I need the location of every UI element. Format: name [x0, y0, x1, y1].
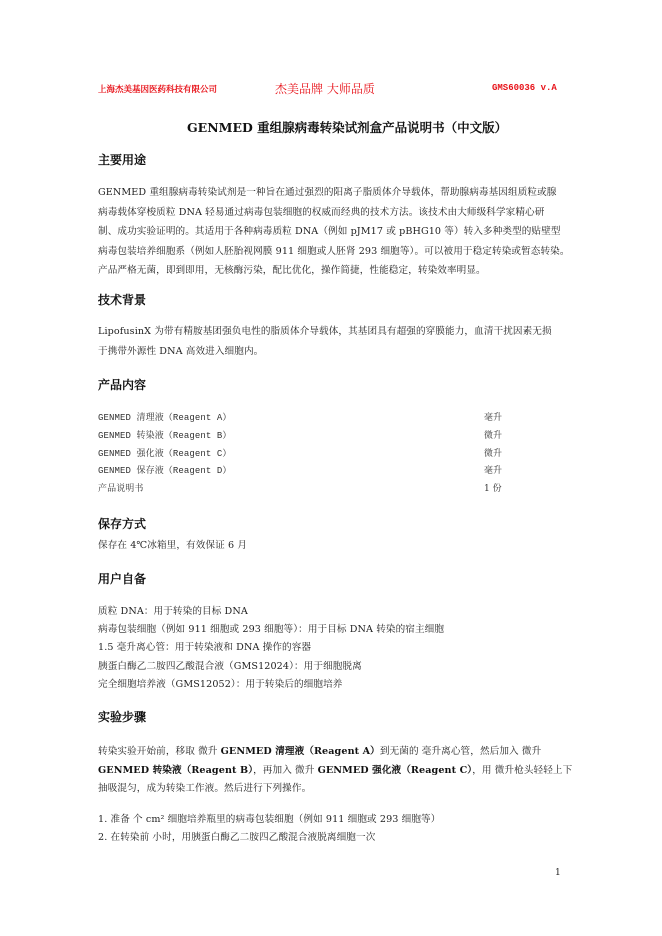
heading-background: 技术背景: [98, 293, 147, 307]
text-line: 产品严格无菌，即到即用，无核酶污染，配比优化，操作简捷，性能稳定，转染效率明显。: [98, 265, 486, 277]
content-item-unit: 微升: [484, 448, 503, 459]
heading-contents: 产品内容: [98, 378, 147, 392]
text-line: [98, 780, 311, 794]
document-title: GENMED 重组腺病毒转染试剂盒产品说明书（中文版）: [187, 120, 508, 135]
text-line: [98, 743, 541, 757]
text-segment: ，用 微升枪头轻轻上下: [472, 764, 573, 776]
text-line: 于携带外源性 DNA 高效进入细胞内。: [98, 345, 264, 357]
step-item: 2. 在转染前 小时，用胰蛋白酶乙二胺四乙酸混合液脱离细胞一次: [98, 832, 376, 844]
list-item: 完全细胞培养液（GMS12052）：用于转染后的细胞培养: [98, 678, 343, 690]
reagent-name: GENMED 清理液（Reagent A）: [220, 746, 380, 757]
text-segment: 到无菌的 毫升离心管，然后加入 微升: [379, 746, 542, 757]
content-item-name: GENMED 清理液（Reagent A）: [98, 413, 232, 423]
page-number: 1: [555, 868, 561, 878]
text-line: LipofusinX 为带有精胺基团强负电性的脂质体介导载体，其基团具有超强的穿膜能力，血清干扰因素无损: [98, 326, 552, 337]
content-item-name: GENMED 保存液（Reagent D）: [98, 466, 232, 477]
reagent-name: GENMED 强化液（Reagent C）: [317, 764, 473, 776]
content-item-unit: 1 份: [484, 484, 502, 495]
text-segment: 抽吸混匀，成为转染工作液。然后进行下列操作。: [98, 783, 312, 795]
document-code: GMS60036 v.A: [492, 83, 557, 93]
list-item: 胰蛋白酶乙二胺四乙酸混合液（GMS12024）：用于细胞脱离: [98, 660, 362, 672]
slogan: 杰美品牌 大师品质: [275, 82, 375, 96]
text-line: GENMED 重组腺病毒转染试剂是一种旨在通过强烈的阳离子脂质体介导载体，帮助腺病毒基因组质粒或腺: [98, 187, 557, 198]
heading-user-supplied: 用户自备: [98, 572, 147, 586]
text-segment: ，再加入 微升: [253, 764, 318, 776]
text-segment: 转染实验开始前，移取 微升: [98, 746, 221, 757]
list-item: 病毒包装细胞（例如 911 细胞或 293 细胞等）：用于目标 DNA 转染的宿主细胞: [98, 624, 445, 636]
list-item: 1.5 毫升离心管：用于转染液和 DNA 操作的容器: [98, 642, 312, 654]
heading-storage: 保存方式: [98, 517, 147, 531]
list-item: 质粒 DNA：用于转染的目标 DNA: [98, 606, 248, 617]
text-line: 病毒载体穿梭质粒 DNA 轻易通过病毒包装细胞的权威而经典的技术方法。该技术由大师级科学家精心研: [98, 206, 545, 218]
content-item-unit: 毫升: [484, 466, 503, 477]
heading-purpose: 主要用途: [98, 153, 147, 167]
step-item: 1. 准备 个 cm² 细胞培养瓶里的病毒包装细胞（例如 911 细胞或 293 细胞等）: [98, 814, 441, 825]
reagent-name: GENMED 转染液（Reagent B）: [98, 764, 254, 776]
heading-steps: 实验步骤: [98, 710, 147, 724]
text-line: 制、成功实验证明的。其适用于各种病毒质粒 DNA（例如 pJM17 或 pBHG10 等）转入多种类型的贴壁型: [98, 226, 561, 238]
content-item-name: 产品说明书: [98, 484, 144, 495]
text-line: [98, 762, 572, 776]
content-item-name: GENMED 转染液（Reagent B）: [98, 430, 232, 441]
storage-text: 保存在 4℃冰箱里，有效保证 6 月: [98, 540, 248, 551]
text-line: 病毒包装培养细胞系（例如人胚胎视网膜 911 细胞或人胚肾 293 细胞等）。可以被用于稳定转染或暂态转染。: [98, 245, 570, 257]
content-item-unit: 微升: [484, 430, 503, 441]
content-item-name: GENMED 强化液（Reagent C）: [98, 448, 232, 459]
company-name: 上海杰美基因医药科技有限公司: [98, 85, 218, 95]
content-item-unit: 毫升: [484, 413, 503, 423]
